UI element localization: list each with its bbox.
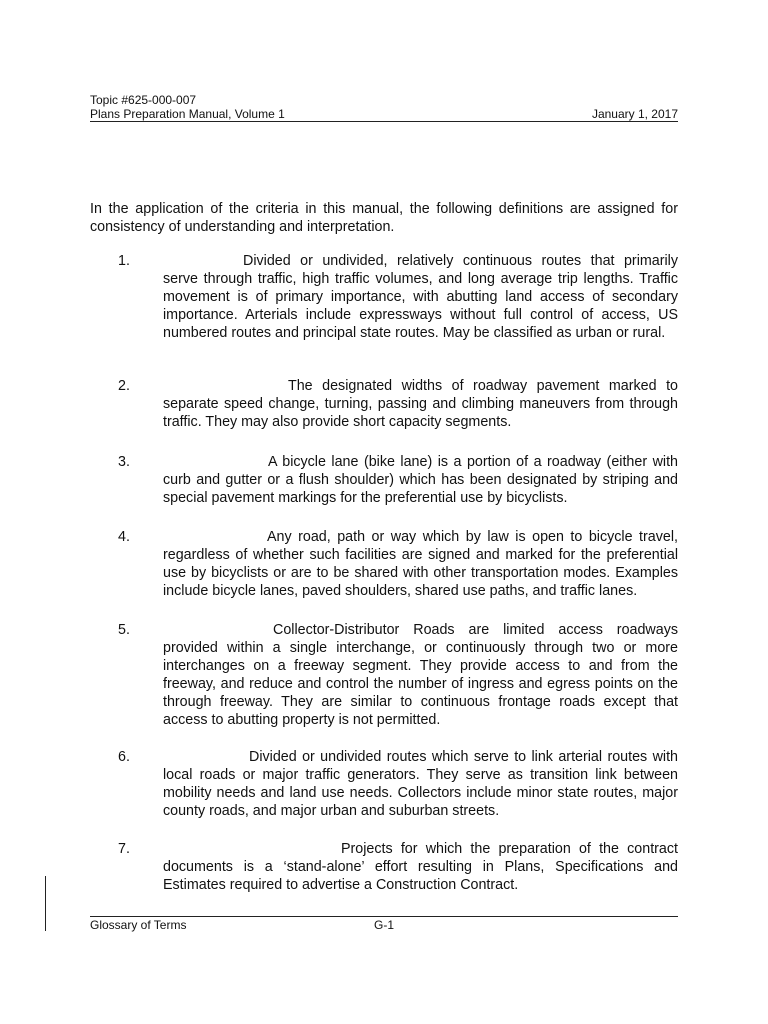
definition-item-3 — [90, 453, 678, 507]
definition-item-2 — [90, 377, 678, 431]
intro-paragraph: In the application of the criteria in this manual, the following definitions are assigned for consistency of understanding and interpretation. — [90, 201, 678, 235]
definition-item-6 — [90, 748, 678, 820]
footer — [90, 916, 678, 932]
definition-text: Divided or undivided routes which serve to link arterial routes with local roads or major traffic generators. They serve as transition link between mobility needs and land use needs. Collectors include minor state routes, major county roads, and major urban and suburban streets. — [163, 749, 678, 819]
definition-text: Projects for which the preparation of the contract documents is a ‘stand-alone’ effort resulting in Plans, Specifications and Estimates required to advertise a Construction Contract. — [163, 841, 678, 893]
item-number: 7. — [118, 841, 130, 857]
definition-item-5 — [90, 621, 678, 729]
footer-section-title: Glossary of Terms — [90, 918, 187, 932]
definition-text: Any road, path or way which by law is open to bicycle travel, regardless of whether such facilities are signed and marked for the preferential use by bicyclists or are to be shared with other transportation modes. Examples include bicycle lanes, paved shoulders, shared use paths, and traffic lanes. — [163, 529, 678, 599]
item-number: 5. — [118, 622, 130, 638]
definition-text: The designated widths of roadway pavement marked to separate speed change, turning, passing and climbing maneuvers from through traffic. They may also provide short capacity segments. — [163, 378, 678, 430]
page-number: G-1 — [374, 918, 395, 932]
header-date: January 1, 2017 — [591, 107, 678, 121]
definition-text: Divided or undivided, relatively continuous routes that primarily serve through traffic, high traffic volumes, and long average trip lengths. Traffic movement is of primary importance, with abutting land access of secondary importance. Arterials include expressways without full control of access, US numbered routes and principal state routes. May be classified as urban or rural. — [163, 253, 678, 341]
revision-bar — [45, 876, 46, 931]
definition-item-7 — [90, 840, 678, 894]
item-number: 6. — [118, 749, 130, 765]
definition-text: Collector-Distributor Roads are limited access roadways provided within a single interchange, or continuously through two or more interchanges on a freeway segment. They provide access to and from the freeway, and reduce and control the number of ingress and egress points on the through freeway. They are similar to continuous frontage roads except that access to abutting property is not permitted. — [163, 622, 678, 728]
definition-text: A bicycle lane (bike lane) is a portion of a roadway (either with curb and gutter or a flush shoulder) which has been designated by striping and special pavement markings for the preferential use by bicyclists. — [163, 454, 678, 506]
item-number: 1. — [118, 253, 130, 269]
item-number: 2. — [118, 378, 130, 394]
definition-item-1 — [90, 252, 678, 342]
item-number: 4. — [118, 529, 130, 545]
item-number: 3. — [118, 454, 130, 470]
header-line — [90, 107, 678, 122]
header-manual-title: Plans Preparation Manual, Volume 1 — [90, 107, 285, 121]
definition-item-4 — [90, 528, 678, 600]
header-topic: Topic #625-000-007 — [90, 93, 197, 107]
